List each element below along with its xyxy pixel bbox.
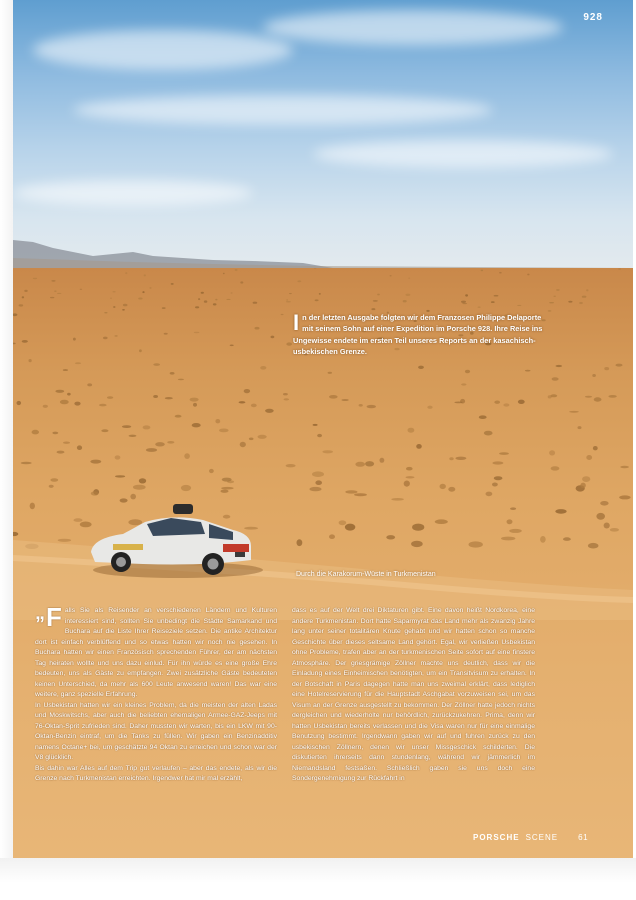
footer-scene: SCENE: [525, 833, 559, 842]
shrub: [198, 298, 200, 300]
shrub: [87, 383, 92, 386]
shrub: [215, 419, 220, 423]
shrub: [313, 424, 318, 426]
shrub: [418, 366, 424, 369]
shrub: [165, 397, 173, 399]
shrub: [354, 493, 367, 496]
shrub: [258, 435, 267, 439]
shrub: [52, 432, 58, 435]
shrub: [21, 462, 32, 464]
shrub: [91, 491, 99, 495]
shrub: [113, 291, 116, 292]
shrub: [499, 272, 502, 274]
shrub: [328, 372, 332, 374]
shrub: [209, 469, 214, 473]
shrub: [478, 307, 481, 308]
shrub: [345, 490, 357, 493]
shrub: [50, 297, 54, 298]
shrub: [380, 458, 385, 463]
shrub: [167, 441, 174, 444]
shrub: [75, 362, 81, 364]
shrub: [235, 269, 238, 270]
shrub: [33, 278, 37, 279]
shrub: [153, 363, 160, 366]
shrub: [585, 396, 592, 398]
shrub: [492, 461, 503, 464]
shrub: [494, 476, 503, 480]
footer-page-number: 61: [578, 833, 589, 842]
cloud: [33, 30, 293, 70]
shrub: [110, 298, 112, 299]
cloud: [263, 10, 563, 45]
shrub: [49, 485, 54, 488]
shrub: [556, 289, 560, 290]
shrub: [149, 287, 151, 289]
shrub: [556, 365, 563, 367]
shrub: [286, 301, 291, 302]
shrub: [367, 405, 376, 408]
shrub: [43, 405, 48, 408]
shrub: [582, 296, 587, 298]
shrub: [568, 301, 572, 303]
shrub: [440, 484, 446, 489]
shrub: [481, 270, 484, 272]
magazine-page: [13, 0, 633, 858]
shrub: [249, 438, 254, 441]
shrub: [371, 308, 375, 310]
shrub: [123, 304, 128, 307]
shrub: [170, 372, 175, 375]
shrub: [461, 383, 466, 385]
shrub: [406, 476, 415, 478]
shrub: [67, 393, 71, 396]
shrub: [608, 395, 616, 398]
shrub: [265, 409, 274, 413]
shrub: [593, 446, 598, 450]
shrub: [113, 306, 115, 308]
article-column-right: [292, 606, 535, 785]
shrub: [289, 293, 292, 294]
shrub: [355, 462, 365, 467]
scan-binding-edge: [0, 0, 13, 860]
shrub: [230, 345, 234, 347]
shrub: [315, 480, 322, 485]
shrub: [60, 400, 69, 405]
shrub: [404, 481, 410, 487]
article-left-p3: Bis dahin war Alles auf dem Trip gut verlaufen – aber das endete, als wir die Grenze nach Turkmenistan erreichten. Irgendwer hat mir mal erzählt,: [35, 764, 277, 782]
shrub: [190, 398, 199, 402]
shrub: [215, 299, 217, 301]
shrub: [548, 310, 552, 312]
shrub: [312, 471, 324, 477]
shrub: [253, 302, 258, 304]
shrub: [63, 369, 68, 371]
shrub: [122, 425, 131, 428]
shrub: [143, 425, 151, 429]
shrub: [499, 452, 509, 455]
shrub: [286, 300, 288, 301]
opening-quote: „: [35, 602, 45, 624]
shrub: [461, 301, 466, 303]
scan-bottom-margin: [0, 858, 636, 900]
drop-cap: F: [46, 602, 62, 632]
shrub: [604, 367, 609, 370]
shrub: [283, 393, 288, 395]
shrub: [139, 478, 146, 483]
shrub: [406, 294, 411, 296]
shrub: [239, 401, 246, 403]
cloud: [13, 180, 253, 206]
shrub: [484, 431, 493, 436]
article-left-p1: alls Sie als Reisender an verschiedenen Ländern und Kulturen interessiert sind, sollten Sie unbedingt die Städte Samarkand und Buchara auf die Liste Ihrer Reiseziele setzen. Die antike Architektur dort ist einfach verblüffend und so etwas hatten wir noch nie gesehen. In Buchara hatten wir einen Französisch sprechenden Führer, der am nächsten Tag heiraten wollte und uns dazu einlud. Für ihn würde es eine große Ehre bedeuten, uns als Gäste zu empfangen. Zwei zusätzliche Gäste bedeuteten keinen Unterschied, da mehr als 600 Leute anwesend waren! Das war eine weitere, ganz spezielle Erfahrung.: [35, 607, 277, 698]
shrub: [454, 402, 462, 404]
shrub: [90, 460, 101, 464]
shrub: [527, 274, 529, 276]
shrub: [50, 478, 58, 481]
shrub: [22, 296, 24, 298]
shrub: [115, 335, 118, 337]
shrub: [244, 389, 250, 393]
shrub: [139, 349, 142, 352]
shrub: [54, 291, 56, 292]
shrub: [63, 442, 70, 444]
shrub: [592, 374, 596, 377]
shrub: [260, 366, 266, 370]
shrub: [125, 272, 127, 274]
shrub: [171, 283, 174, 285]
shrub: [462, 303, 467, 304]
shrub: [491, 301, 495, 303]
shrub: [553, 296, 556, 297]
shrub: [251, 404, 257, 408]
footer-brand: PORSCHE: [473, 833, 520, 842]
photo-caption: Durch die Karakorum-Wüste in Turkmenistan: [296, 571, 436, 578]
porsche-928-car: [83, 500, 263, 582]
shrub: [449, 457, 453, 460]
shrub: [408, 428, 415, 433]
shrub: [365, 461, 374, 466]
shrub: [22, 340, 28, 343]
shrub: [223, 273, 225, 274]
shrub: [55, 390, 64, 393]
shrub: [329, 395, 338, 399]
shrub: [255, 327, 260, 330]
shrub: [618, 269, 621, 270]
intro-paragraph: [293, 312, 548, 358]
shrub: [144, 274, 146, 276]
shrub: [184, 453, 190, 459]
shrub: [19, 304, 24, 306]
shrub: [492, 483, 498, 487]
shrub: [616, 364, 623, 367]
shrub: [619, 495, 631, 499]
article-right-p2: In der Botschaft in Paris dagegen hatte man uns zweimal erklärt, dass lediglich eine Hotelreservierung für die Hauptstadt Aschgabat vorzuweisen sei, um das Visum an der Grenze ausgestellt zu bekommen. Der Zöllner hatte jedoch nichts dergleichen und wiederholte nur behördlich, zurückzukehren. Prima, denn wir hatten Usbekistan bereits verlassen und die Visa waren nur für eine einmalige Benutzung bestimmt. Irgendwann gaben wir auf und fuhren zurück zu den usbekischen Zöllnern, denen wir unser Missgeschick schilderten. Die diskutierten ihrerseits dann stundenlang, während wir jämmerlich im Niemandsland festsaßen. Schließlich gaben sie uns doch eine Sondergenehmigung zur Rückfahrt in: [292, 670, 536, 782]
shrub: [297, 280, 301, 282]
shrub: [193, 403, 197, 407]
shrub: [104, 312, 107, 313]
shrub: [551, 466, 560, 470]
shrub: [408, 278, 410, 279]
shrub: [594, 397, 602, 401]
cloud: [313, 140, 613, 168]
shrub: [175, 415, 182, 418]
intro-initial: I: [293, 310, 300, 335]
shrub: [578, 426, 582, 429]
shrub: [51, 280, 55, 281]
shrub: [465, 370, 470, 373]
shrub: [517, 305, 521, 306]
shrub: [219, 429, 229, 433]
shrub: [195, 306, 199, 308]
page-label: 928: [583, 12, 603, 23]
shrub: [221, 490, 229, 493]
shrub: [231, 292, 233, 293]
article-column-left: [35, 602, 277, 785]
shrub: [29, 359, 32, 362]
shrub: [130, 494, 136, 500]
shrub: [582, 476, 590, 482]
shrub: [390, 275, 392, 276]
shrub: [155, 442, 165, 446]
shrub: [181, 485, 191, 491]
shrub: [32, 430, 39, 435]
shrub: [315, 299, 319, 301]
shrub: [569, 411, 579, 413]
shrub: [377, 294, 380, 296]
shrub: [122, 309, 125, 311]
shrub: [129, 435, 137, 437]
shrub: [204, 300, 207, 302]
shrub: [271, 336, 275, 339]
shrub: [13, 313, 17, 316]
shrub: [133, 485, 146, 490]
shrub: [221, 487, 233, 490]
shrub: [17, 401, 22, 405]
shrub: [222, 478, 232, 482]
shrub: [548, 395, 552, 398]
shrub: [13, 343, 16, 345]
shrub: [103, 337, 108, 340]
shrub: [240, 442, 246, 447]
shrub: [226, 299, 230, 300]
shrub: [74, 402, 80, 406]
shrub: [286, 342, 292, 345]
shrub: [494, 295, 499, 297]
shrub: [162, 307, 166, 308]
shrub: [479, 415, 487, 419]
shrub: [24, 290, 27, 292]
shrub: [579, 302, 583, 304]
shrub: [465, 294, 468, 296]
shrub: [317, 434, 322, 437]
shrub: [322, 450, 333, 453]
shrub: [310, 487, 322, 491]
shrub: [319, 293, 321, 295]
shrub: [138, 298, 142, 300]
shrub: [580, 483, 585, 489]
shrub: [406, 467, 413, 471]
shrub: [486, 492, 493, 497]
shrub: [416, 444, 422, 449]
shrub: [503, 403, 509, 406]
shrub: [240, 281, 243, 283]
shrub: [586, 289, 588, 291]
shrub: [153, 395, 158, 398]
shrub: [359, 404, 363, 407]
shrub: [341, 399, 348, 401]
shrub: [146, 448, 157, 452]
shrub: [620, 466, 629, 468]
shrub: [73, 338, 76, 341]
shrub: [373, 300, 378, 302]
shrub: [107, 396, 113, 399]
shrub: [194, 332, 200, 333]
shrub: [201, 292, 204, 294]
shrub: [448, 487, 455, 492]
shrub: [115, 475, 125, 477]
shrub: [518, 400, 525, 404]
shrub: [77, 445, 82, 450]
shrub: [549, 302, 554, 303]
shrub: [525, 370, 531, 372]
intro-text: n der letzten Ausgabe folgten wir dem Franzosen Philippe Delaporte mit seinem Sohn auf einer Expedition im Porsche 928. Ihre Reise ins Ungewisse endete im ersten Teil unseres Reports an der kasachisch-usbekischen Grenze.: [293, 313, 543, 357]
shrub: [115, 455, 121, 459]
article-left-p2: In Usbekistan hatten wir ein kleines Problem, da die meisten der alten Ladas und Moskwitschs, aber auch die beliebten ehemaligen Armee-GAZ-Jeeps mit 76-Oktan-Sprit zufrieden sind. Daher mussten wir warten, bis ein LKW mit 90-Oktan-Benzin eintraf, um die Tanks zu füllen. Wir gaben ein Benzinadditiv namens Octane+ bei, um geschätzte 94 Oktan zu erreichen und schon war der V8 glücklich.: [35, 701, 277, 761]
shrub: [57, 451, 65, 454]
shrub: [281, 314, 284, 315]
shrub: [164, 333, 168, 335]
shrub: [101, 429, 108, 432]
shrub: [286, 464, 296, 467]
cloud: [73, 95, 493, 125]
shrub: [57, 293, 61, 294]
shrub: [178, 379, 184, 381]
shrub: [403, 300, 407, 302]
shrub: [99, 404, 106, 407]
shrub: [586, 455, 592, 460]
shrub: [549, 450, 555, 455]
shrub: [80, 289, 82, 290]
shrub: [455, 457, 466, 460]
shrub: [142, 291, 144, 293]
page-footer: [473, 833, 588, 842]
shrub: [494, 401, 500, 404]
shrub: [192, 423, 201, 427]
shrub: [552, 377, 559, 380]
shrub: [427, 406, 432, 409]
article-right-p1: dass es auf der Welt drei Diktaturen gibt. Eine davon heißt Nordkorea, eine andere Turkmenistan. Dort hatte Saparmyrat das Land mehr als zwanzig Jahre lang unter seiner totalitären Knute gehabt und wir hatten schon so manche Geschichte über dieses seltsame Land gehört. Egal, wir verließen Usbekistan ohne Probleme, trafen aber an der turkmenischen Seite sofort auf eine finstere Atmosphäre. Der griesgrämige Zöllner machte uns deutlich, dass wir die Einladung eines Einheimischen benötigten, um ein Transitvisum zu erhalten.: [292, 607, 535, 677]
shrub: [284, 398, 290, 400]
shrub: [213, 303, 217, 305]
